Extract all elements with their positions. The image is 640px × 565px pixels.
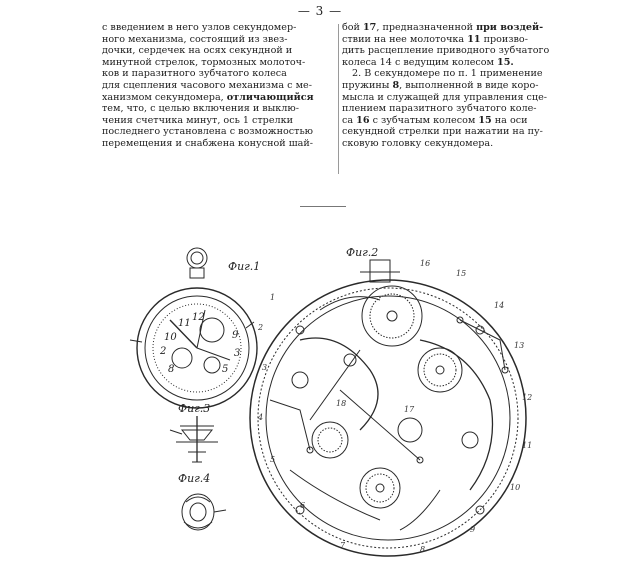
text-line-with-bold: пружины 8, выполненной в виде коро-	[342, 79, 539, 91]
text-line-with-bold: бой 17, предназначенной при воздей-	[342, 22, 544, 33]
ref-number: 8	[420, 545, 426, 554]
patent-drawings	[0, 230, 640, 565]
text-line: плением паразитного зубчатого коле-	[342, 103, 537, 115]
text-line: последнего установлена с возможностью	[102, 126, 314, 138]
ref-number: 6	[300, 501, 306, 510]
dial-numeral: 2	[160, 346, 167, 357]
text-line: с введением в него узлов секундомер-	[102, 22, 297, 33]
text-line: для сцепления часового механизма с ме-	[102, 79, 312, 91]
fig2-label: Фиг.2	[346, 246, 379, 259]
text-line-with-bold: 2. В секундомере по п. 1 применение	[352, 68, 543, 80]
ref-number: 2	[258, 323, 264, 332]
ref-number: 13	[514, 341, 525, 350]
text-line: минутной стрелок, тормозных молоточ-	[102, 56, 306, 68]
text-line: дочки, сердечек на осях секундной и	[102, 45, 293, 57]
dial-numeral: 5	[222, 364, 229, 375]
text-line: тем, что, с целью включения и выклю-	[102, 103, 299, 115]
text-line: мысла и служащей для управления сце-	[342, 91, 548, 103]
dial-numeral: 10	[164, 332, 177, 343]
dial-numeral: 3	[234, 348, 241, 359]
dial-numeral: 11	[178, 318, 191, 329]
ref-number: 4	[258, 413, 264, 422]
text-line-with-bold: ствии на нее молоточка 11 произво-	[342, 33, 528, 45]
text-line: секундной стрелки при нажатии на пу-	[342, 126, 543, 138]
ref-number: 18	[336, 399, 347, 408]
ref-number: 1	[270, 293, 276, 302]
right-text-column	[342, 22, 572, 150]
ref-number: 15	[456, 269, 467, 278]
fig1-label: Фиг.1	[228, 260, 261, 273]
fig3-label: Фиг.3	[178, 402, 211, 415]
ref-number: 10	[510, 483, 521, 492]
fig4-label: Фиг.4	[178, 472, 211, 485]
column-divider	[338, 24, 339, 174]
page-number: — 3 —	[297, 4, 343, 18]
text-line: дить расцепление приводного зубчатого	[342, 45, 550, 57]
text-line: сковую головку секундомера.	[342, 137, 494, 149]
section-rule	[300, 206, 346, 207]
ref-number: 16	[420, 259, 431, 268]
left-text-column	[102, 22, 334, 150]
ref-number: 11	[522, 441, 533, 450]
ref-number: 14	[494, 301, 505, 310]
text-line: ного механизма, состоящий из звез-	[102, 33, 288, 45]
ref-number: 5	[270, 455, 276, 464]
dial-numeral: 12	[192, 312, 205, 323]
ref-number: 17	[404, 405, 415, 414]
fig3-axle-assembly	[170, 416, 218, 462]
text-line: ков и паразитного зубчатого колеса	[102, 68, 287, 80]
ref-number: 9	[470, 525, 476, 534]
fig4-cone-washer	[182, 494, 226, 530]
fig2-stopwatch-mechanism	[250, 260, 526, 556]
dial-numeral: 9	[232, 330, 239, 341]
text-line-with-bold: колеса 14 с ведущим колесом 15.	[342, 56, 514, 68]
text-line-with-bold: ханизмом секундомера, отличающийся	[102, 91, 314, 103]
text-line: чения счетчика минут, ось 1 стрелки	[102, 114, 293, 126]
ref-number: 7	[340, 541, 346, 550]
text-line: перемещения и снабжена конусной шай-	[102, 137, 313, 149]
ref-number: 3	[262, 363, 268, 372]
text-line-with-bold: са 16 с зубчатым колесом 15 на оси	[342, 114, 528, 126]
ref-number: 12	[522, 393, 533, 402]
dial-numeral: 8	[168, 364, 175, 375]
